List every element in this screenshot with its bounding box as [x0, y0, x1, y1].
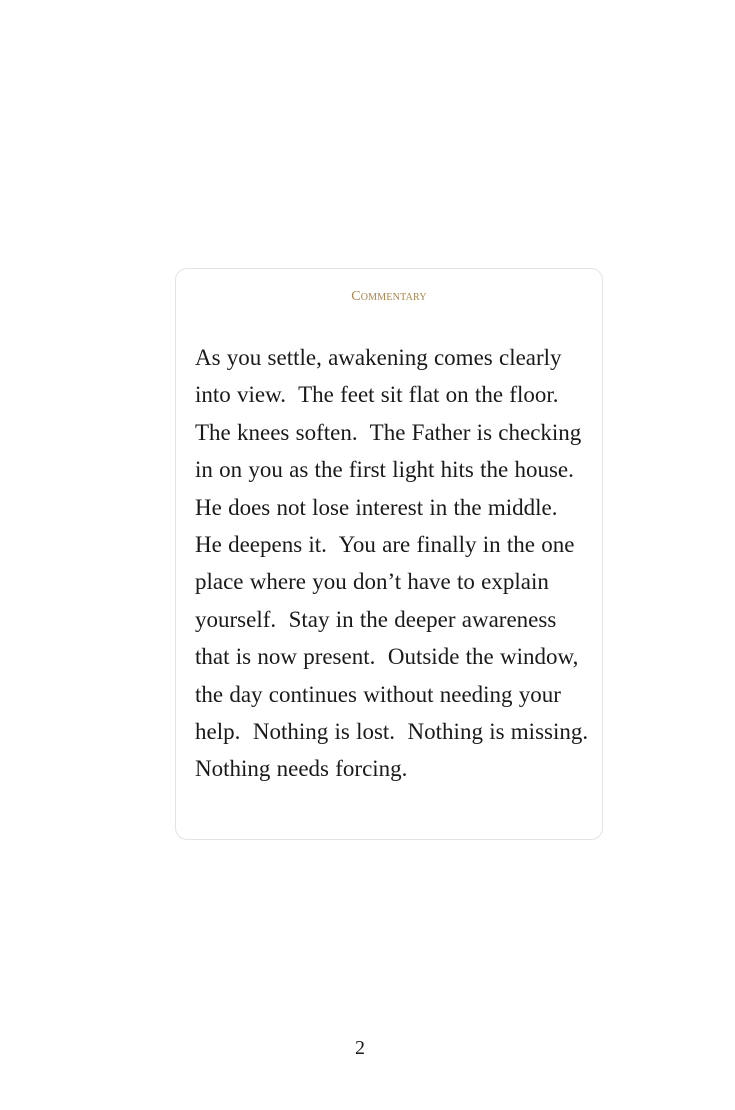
commentary-text: As you settle, awakening comes clearly into view. The feet sit flat on the floor. The knees soften. The Father is checking in on you as the first light hits the house. He does not lose interest in the middle. He deepens it. You are finally in the one place where you don’t have to explain yourself. Stay in the deeper awareness that is now present. Outside the window, the day continues without needing your help. Nothing is lost. Nothing is missing. Nothing needs forcing. — [195, 345, 601, 782]
commentary-card — [175, 268, 603, 840]
page-number: 2 — [355, 1037, 365, 1059]
commentary-label: Commentary — [351, 289, 427, 304]
